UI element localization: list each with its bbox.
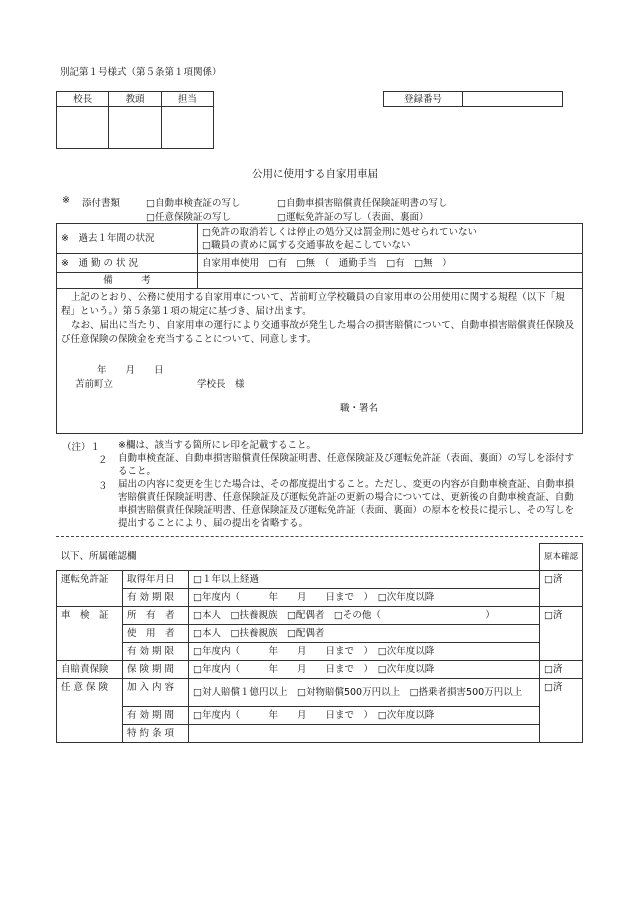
note-2: 自動車検査証、自動車損害賠償責任保険証明書、任意保険証及び運転免許証（表面、裏面）の写しを添付すること。 xyxy=(118,453,575,477)
attach-drivers-license[interactable]: □運転免許証の写し（表面、裏面） xyxy=(277,212,429,223)
registration-number-label: 登録番号 xyxy=(384,92,463,107)
cali-period-label: 保 険 期 間 xyxy=(123,661,189,679)
owner-field[interactable]: □本人 □扶養親族 □配偶者 □その他（ ） xyxy=(189,607,540,625)
license-valid-field[interactable]: □年度内（ 年 月 日まで ） □次年度以降 xyxy=(189,589,540,607)
no-accident-checkbox[interactable]: □職員の責めに属する交通事故を起こしていない xyxy=(202,239,411,251)
voluntary-period-label: 有 効 期 間 xyxy=(123,707,189,725)
approval-table xyxy=(56,91,214,149)
cali-confirm-checkbox[interactable]: □済 xyxy=(540,661,583,679)
cali-label: 自賠責保険 xyxy=(57,661,123,679)
user-field[interactable]: □本人 □扶養親族 □配偶者 xyxy=(189,625,540,643)
coverage-field[interactable]: □対人賠償１億円以上 □対物賠償500万円以上 □搭乗者損害500万円以上 xyxy=(189,679,540,707)
confirmation-table xyxy=(56,543,583,743)
attach-label: 添付書類 xyxy=(82,198,121,209)
inspection-label: 車 検 証 xyxy=(57,607,123,661)
commute-status-field[interactable]: 自家用車使用 □有 □無 （ 通勤手当 □有 □無 ） xyxy=(198,254,583,273)
license-label: 運転免許証 xyxy=(57,571,123,607)
registration-number-field[interactable] xyxy=(463,92,563,107)
declaration-body-1: 上記のとおり、公務に使用する自家用車について、苫前町立学校職員の自家用車の公用使用に関する規程（以下「規程」という。）第５条第１項の規定に基づき、届け出ます。 xyxy=(61,292,565,317)
attach-vehicle-inspection[interactable]: □自動車検査証の写し xyxy=(146,198,241,209)
confirmation-heading: 以下、所属確認欄 xyxy=(57,544,540,571)
note-3-number: ３ xyxy=(98,481,108,492)
person-in-charge-label: 担当 xyxy=(161,92,213,107)
note-1: ※欄は、該当する箇所にレ印を記載すること。 xyxy=(118,440,316,451)
attach-mark: ※ xyxy=(62,195,70,206)
form-reference: 別記第１号様式（第５条第１項関係） xyxy=(60,67,222,78)
attach-liability-insurance[interactable]: □自動車損害賠償責任保険証明書の写し xyxy=(277,198,448,209)
no-suspension-checkbox[interactable]: □免許の取消若しくは停止の処分又は罰金刑に処せられていない xyxy=(202,226,477,238)
declaration-cell xyxy=(57,289,583,434)
registration-table xyxy=(383,91,563,107)
cut-line xyxy=(56,536,583,537)
application-table xyxy=(56,223,583,434)
declaration-body-2: なお、届出に当たり、自家用車の運行により交通事故が発生した場合の損害賠償について、自動車損害賠償責任保険及び任意保険の保険金を充当することについて、同意します。 xyxy=(61,320,575,345)
signature-field[interactable]: 職・署名 xyxy=(340,403,379,414)
voluntary-confirm-checkbox[interactable]: □済 xyxy=(540,679,583,743)
note-3: 届出の内容に変更を生じた場合は、その都度提出すること。ただし、変更の内容が自動車検査証、自動車損害賠償責任保険証明書、任意保険証及び運転免許証の更新の場合については、更新後の自動車検査証、自動車損害賠償責任保険証明書、任意保険証及び運転免許証（表面、裏面）の原本を校長に提示し、その写しを提出することにより、届の提出を省略する。 xyxy=(118,479,575,529)
cali-period-field[interactable]: □年度内（ 年 月 日まで ） □次年度以降 xyxy=(189,661,540,679)
special-terms-label: 特 約 条 項 xyxy=(123,725,189,743)
remarks-label: 備 考 xyxy=(57,273,198,289)
attach-voluntary-insurance[interactable]: □任意保険証の写し xyxy=(146,212,231,223)
inspection-valid-label: 有 効 期 限 xyxy=(123,643,189,661)
special-terms-field[interactable] xyxy=(189,725,540,743)
coverage-label: 加 入 内 容 xyxy=(123,679,189,707)
acquisition-date-field[interactable]: □１年以上経過 xyxy=(189,571,540,589)
addressee-town: 苫前町立 xyxy=(75,379,114,390)
inspection-valid-field[interactable]: □年度内（ 年 月 日まで ） □次年度以降 xyxy=(189,643,540,661)
license-valid-label: 有 効 期 限 xyxy=(123,589,189,607)
inspection-confirm-checkbox[interactable]: □済 xyxy=(540,607,583,661)
addressee-title: 学校長 様 xyxy=(197,379,245,390)
voluntary-insurance-label: 任 意 保 険 xyxy=(57,679,123,743)
principal-label: 校長 xyxy=(57,92,109,107)
page-title: 公用に使用する自家用車届 xyxy=(252,168,378,180)
commute-status-label: ※ 通 勤 の 状 況 xyxy=(57,254,198,273)
owner-label: 所 有 者 xyxy=(123,607,189,625)
date-field[interactable]: 年 月 日 xyxy=(97,365,164,376)
charge-stamp-cell[interactable] xyxy=(161,107,213,149)
principal-stamp-cell[interactable] xyxy=(57,107,109,149)
remarks-field[interactable] xyxy=(198,273,583,289)
note-2-number: ２ xyxy=(98,455,108,466)
vice-principal-stamp-cell[interactable] xyxy=(109,107,161,149)
acquisition-date-label: 取得年月日 xyxy=(123,571,189,589)
license-confirm-checkbox[interactable]: □済 xyxy=(540,571,583,607)
original-confirm-label: 原本確認 xyxy=(540,544,583,571)
vice-principal-label: 教頭 xyxy=(109,92,161,107)
user-label: 使 用 者 xyxy=(123,625,189,643)
note-heading: （注）１ xyxy=(62,442,101,453)
voluntary-period-field[interactable]: □年度内（ 年 月 日まで ） □次年度以降 xyxy=(189,707,540,725)
past-year-status-label: ※ 過去１年間の状況 xyxy=(57,224,198,254)
